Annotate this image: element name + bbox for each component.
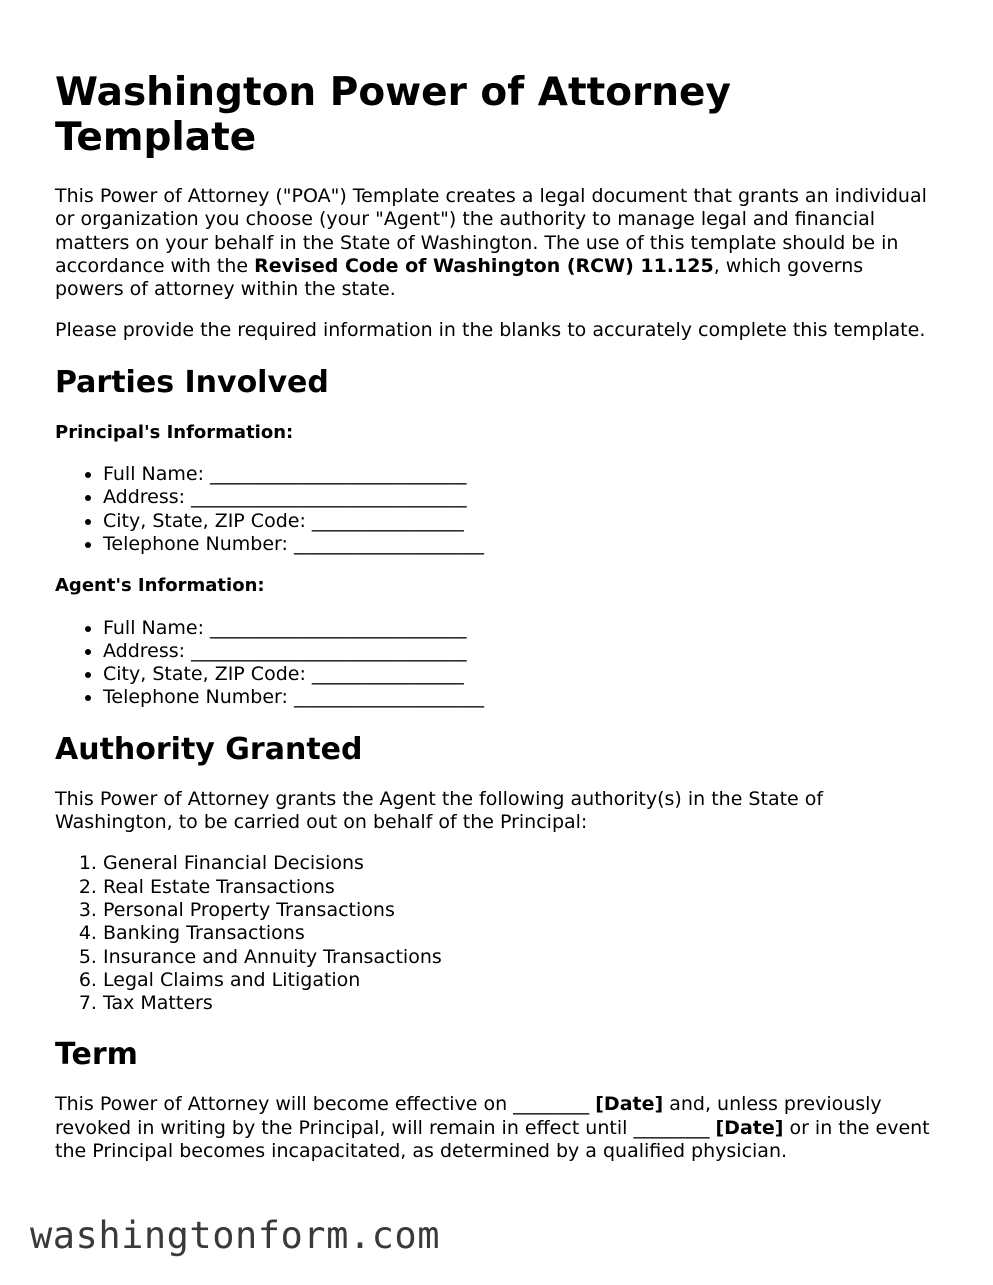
term-text-3: or in the event the Principal becomes incapacitated, as determined by a qualified physician. [55,1116,930,1163]
authority-item: 7. Tax Matters [103,992,935,1015]
document-page [55,70,935,1181]
agent-telephone-field: • Telephone Number: ____________________ [103,686,935,709]
principal-full-name-field: • Full Name: ___________________________ [103,463,935,486]
intro-text-end: , which governs powers of attorney within the state. [55,254,864,301]
term-text-1: This Power of Attorney will become effective on ________ [55,1093,596,1116]
authority-intro: This Power of Attorney grants the Agent the following authority(s) in the State of Washington, to be carried out on behalf of the Principal: [55,787,824,834]
end-date-placeholder: [Date] [715,1116,784,1139]
intro-paragraph [55,185,935,301]
agent-address-field: • Address: _____________________________ [103,640,935,663]
term-paragraph [55,1093,935,1163]
agent-full-name-field: • Full Name: ___________________________ [103,617,935,640]
principal-info-label: Principal's Information: [55,421,294,443]
principal-telephone-field: • Telephone Number: ____________________ [103,533,935,556]
authority-heading: Authority Granted [55,731,363,767]
authority-item: 2. Real Estate Transactions [103,876,935,899]
footer-brand-watermark: washingtonform.com [30,1214,440,1257]
principal-address-field: • Address: _____________________________ [103,486,935,509]
agent-fields-list [55,617,935,710]
instructions-paragraph: Please provide the required information in the blanks to accurately complete this template. [55,319,926,342]
agent-info-label: Agent's Information: [55,575,265,597]
authority-item: 3. Personal Property Transactions [103,899,935,922]
parties-heading: Parties Involved [55,364,329,400]
principal-city-state-zip-field: • City, State, ZIP Code: ________________ [103,510,935,533]
effective-date-placeholder: [Date] [595,1093,664,1116]
term-heading: Term [55,1037,138,1073]
authority-item: 1. General Financial Decisions [103,852,935,875]
document-title: Washington Power of Attorney Template [55,70,731,160]
statute-reference: Revised Code of Washington (RCW) 11.125 [254,254,714,277]
term-text-2: and, unless previously revoked in writing by the Principal, will remain in effect until ________ [55,1093,882,1139]
authority-item: 4. Banking Transactions [103,922,935,945]
authority-list [55,852,935,1015]
principal-fields-list [55,463,935,556]
authority-item: 6. Legal Claims and Litigation [103,969,935,992]
agent-city-state-zip-field: • City, State, ZIP Code: ________________ [103,663,935,686]
intro-text-start: This Power of Attorney ("POA") Template creates a legal document that grants an individual or organization you choose (your "Agent") the authority to manage legal and financial matters on your behalf in the State of Washington. The use of this template should be in accordance with the [55,185,927,277]
authority-item: 5. Insurance and Annuity Transactions [103,946,935,969]
